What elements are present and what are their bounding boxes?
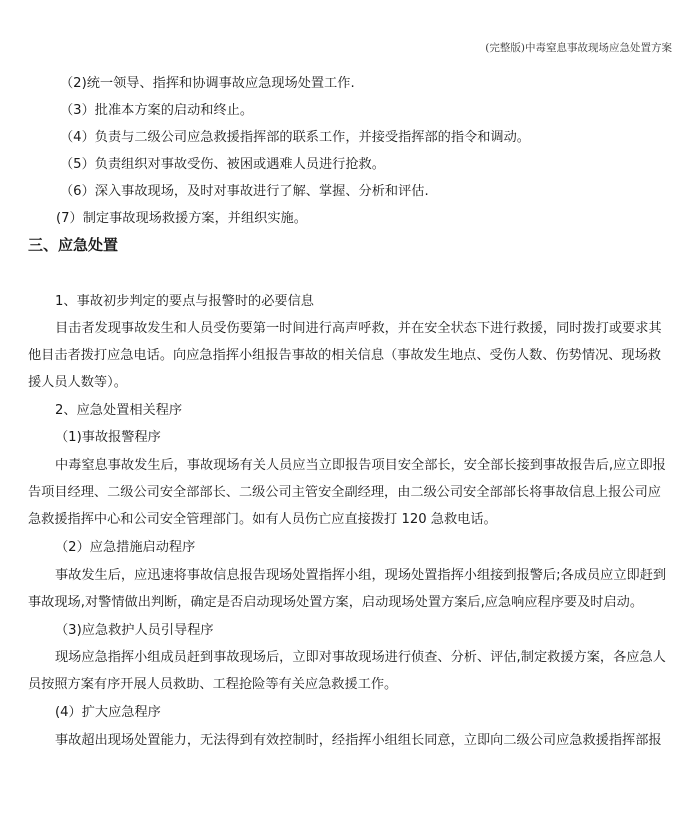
paragraph-line: 他目击者拨打应急电话。向应急指挥小组报告事故的相关信息（事故发生地点、受伤人数、伤势情况、现场救: [28, 348, 661, 363]
list-item-7: (7）制定事故现场救援方案，并组织实施。: [56, 211, 307, 226]
paragraph-line: 现场应急指挥小组成员赶到事故现场后，立即对事故现场进行侦查、分析、评估,制定救援方案，各应急人: [55, 650, 666, 665]
paragraph-line: 事故超出现场处置能力，无法得到有效控制时，经指挥小组组长同意，立即向二级公司应急救援指挥部报: [55, 733, 662, 748]
list-item-2: （2)统一领导、指挥和协调事故应急现场处置工作.: [60, 76, 355, 91]
paragraph-line: 急救援指挥中心和公司安全管理部门。如有人员伤亡应直接拨打 120 急救电话。: [28, 512, 497, 527]
subsection-title-2: 2、应急处置相关程序: [55, 403, 183, 418]
list-item-5: （5）负责组织对事故受伤、被困或遇难人员进行抢救。: [60, 157, 385, 172]
procedure-title-3: （3)应急救护人员引导程序: [55, 623, 214, 638]
paragraph-line: 事故现场,对警情做出判断，确定是否启动现场处置方案，启动现场处置方案后,应急响应程序要及时启动。: [28, 595, 644, 610]
paragraph-line: 目击者发现事故发生和人员受伤要第一时间进行高声呼救，并在安全状态下进行救援，同时拨打或要求其: [55, 321, 662, 336]
list-item-6: （6）深入事故现场，及时对事故进行了解、掌握、分析和评估.: [60, 184, 429, 199]
procedure-title-4: (4）扩大应急程序: [55, 705, 161, 720]
document-header: (完整版)中毒窒息事故现场应急处置方案: [485, 42, 672, 54]
paragraph-line: 援人员人数等）。: [28, 375, 127, 390]
list-item-3: （3）批准本方案的启动和终止。: [60, 103, 254, 118]
procedure-title-1: （1)事故报警程序: [55, 430, 161, 445]
paragraph-line: 事故发生后，应迅速将事故信息报告现场处置指挥小组，现场处置指挥小组接到报警后;各成员应立即赶到: [55, 568, 667, 583]
procedure-title-2: （2）应急措施启动程序: [55, 540, 196, 555]
list-item-4: （4）负责与二级公司应急救援指挥部的联系工作，并接受指挥部的指令和调动。: [60, 130, 530, 145]
paragraph-line: 中毒窒息事故发生后，事故现场有关人员应当立即报告项目安全部长，安全部长接到事故报告后,应立即报: [55, 458, 666, 473]
paragraph-line: 告项目经理、二级公司安全部部长、二级公司主管安全副经理，由二级公司安全部部长将事故信息上报公司应: [28, 485, 661, 500]
paragraph-line: 员按照方案有序开展人员救助、工程抢险等有关应急救援工作。: [28, 677, 398, 692]
section-heading: 三、应急处置: [28, 236, 119, 254]
subsection-title-1: 1、事故初步判定的要点与报警时的必要信息: [55, 294, 314, 309]
